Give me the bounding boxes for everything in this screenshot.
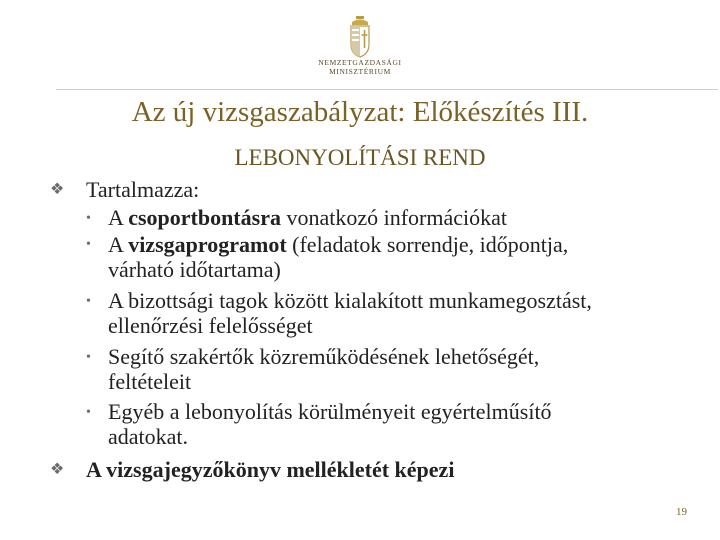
list-item-continuation: ellenőrzési felelősséget	[108, 313, 313, 338]
diamond-bullet-icon: ❖	[50, 461, 65, 478]
bullet-dot-icon: •	[86, 350, 91, 365]
list-item: A vizsgaprogramot (feladatok sorrendje, időpontja,	[108, 232, 569, 257]
list-item-continuation: várható időtartama)	[108, 257, 281, 282]
slide-subtitle: LEBONYOLÍTÁSI REND	[234, 145, 486, 170]
bullet-dot-icon: •	[86, 294, 91, 309]
diamond-bullet-icon: ❖	[50, 181, 65, 198]
slide-title: Az új vizsgaszabályzat: Előkészítés III.	[131, 96, 589, 128]
bullet-dot-icon: •	[86, 211, 91, 226]
list-item: Egyéb a lebonyolítás körülményeit egyértelműsítő	[108, 399, 552, 424]
list-item-continuation: feltételeit	[108, 369, 192, 394]
list-item-continuation: adatokat.	[108, 424, 189, 449]
list-item: A bizottsági tagok között kialakított munkamegosztást,	[108, 288, 592, 313]
bullet-dot-icon: •	[86, 405, 91, 420]
page-number: 19	[676, 506, 687, 518]
intro-text: Tartalmazza:	[86, 177, 200, 202]
list-item: A csoportbontásra vonatkozó információkat	[108, 205, 508, 230]
bullet-dot-icon: •	[86, 237, 91, 252]
list-item: Segítő szakértők közreműködésének lehetőségét,	[108, 344, 540, 369]
logo-text-line1: NEMZETGAZDASÁGI	[318, 58, 402, 67]
logo-text-line2: MINISZTÉRIUM	[329, 67, 391, 76]
closing-item: A vizsgajegyzőkönyv mellékletét képezi	[86, 457, 455, 482]
